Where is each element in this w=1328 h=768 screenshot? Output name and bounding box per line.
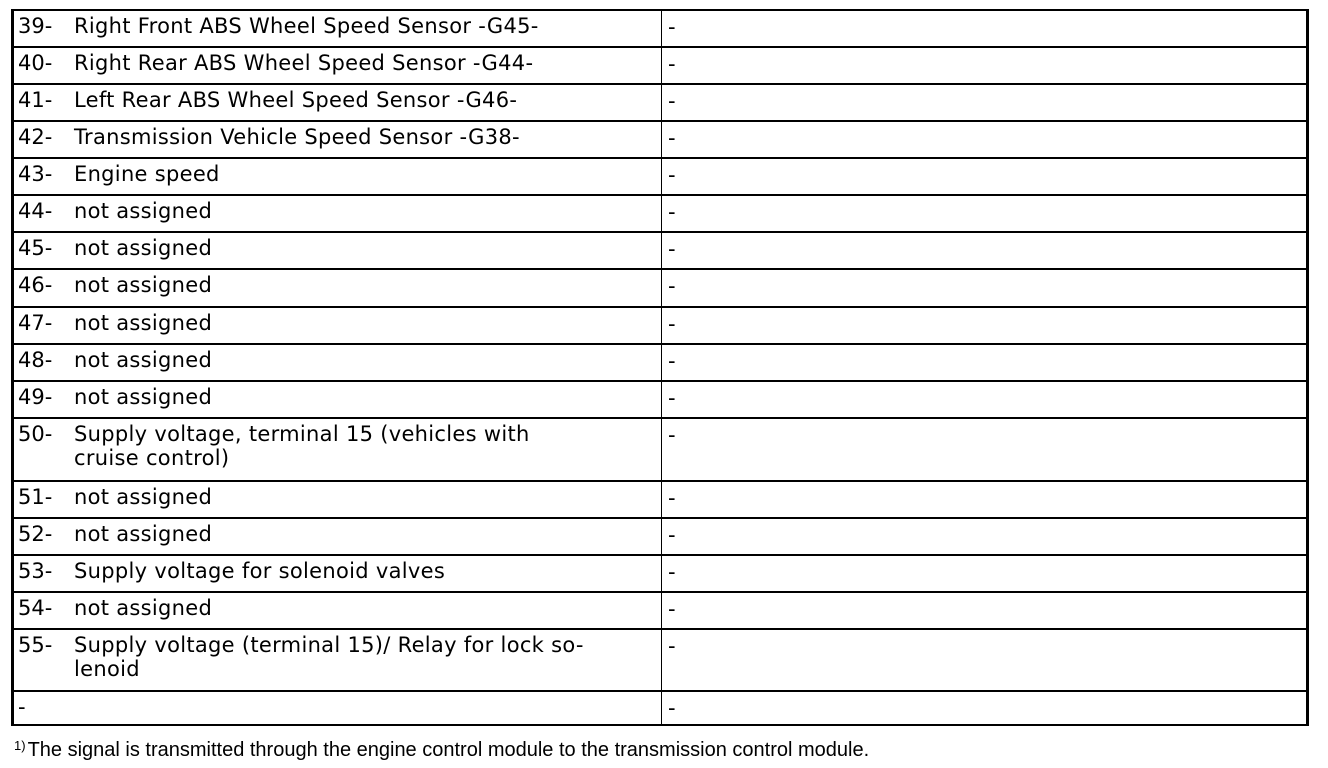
pin-number: 43- [18,162,53,186]
value-cell: - [662,121,1307,158]
value-cell: - [662,195,1307,232]
table-row [14,232,1307,269]
value-cell: - [662,691,1307,726]
pin-description: not assigned [74,311,213,335]
pin-cell [14,518,662,555]
pin-assignment-table [13,11,1307,726]
pin-number: 45- [18,236,53,260]
pin-cell [14,418,662,481]
pin-cell [14,629,662,691]
pin-description: not assigned [74,348,213,372]
pin-cell [14,344,662,381]
pin-cell [14,195,662,232]
pin-number: - [18,695,26,719]
table-row [14,344,1307,381]
table-row [14,47,1307,84]
table-row [14,269,1307,307]
table-row [14,418,1307,481]
pin-cell [14,381,662,418]
table-row [14,195,1307,232]
pin-number: 40- [18,51,53,75]
footnote [14,733,1314,763]
value-cell: - [662,47,1307,84]
table-row [14,629,1307,691]
pin-number: 51- [18,485,53,509]
pin-cell [14,307,662,344]
pin-number: 41- [18,88,53,112]
pin-description: Left Rear ABS Wheel Speed Sensor -G46- [74,88,518,112]
pin-cell [14,47,662,84]
table-row [14,121,1307,158]
pin-description: Supply voltage for solenoid valves [74,559,446,583]
table-row [14,592,1307,629]
table-row [14,555,1307,592]
table-body [14,11,1307,726]
table-row [14,84,1307,121]
pin-number: 49- [18,385,53,409]
pin-number: 48- [18,348,53,372]
pin-description: Supply voltage (terminal 15)/ Relay for lock so- lenoid [74,633,584,681]
table-row [14,381,1307,418]
footnote-marker: 1) [14,738,26,753]
pin-number: 44- [18,199,53,223]
pin-number: 47- [18,311,53,335]
pin-description: Right Front ABS Wheel Speed Sensor -G45- [74,14,539,38]
value-cell: - [662,307,1307,344]
table-row [14,158,1307,195]
pin-cell [14,481,662,518]
value-cell: - [662,11,1307,47]
footnote-text: The signal is transmitted through the engine control module to the transmission control module. [27,739,870,761]
pin-number: 50- [18,422,53,446]
pin-number: 52- [18,522,53,546]
pin-description: not assigned [74,273,213,297]
pin-cell [14,269,662,307]
pin-description: Transmission Vehicle Speed Sensor -G38- [74,125,520,149]
table-row [14,11,1307,47]
pin-cell [14,158,662,195]
value-cell: - [662,481,1307,518]
pin-description: not assigned [74,485,213,509]
table-row [14,481,1307,518]
value-cell: - [662,232,1307,269]
pin-description: Supply voltage, terminal 15 (vehicles with cruise control) [74,422,530,470]
table-row [14,691,1307,726]
table-row [14,307,1307,344]
pin-description: not assigned [74,385,213,409]
pin-number: 55- [18,633,53,657]
value-cell: - [662,555,1307,592]
pin-cell [14,11,662,47]
pin-cell [14,691,662,726]
pin-number: 46- [18,273,53,297]
pin-description: not assigned [74,596,213,620]
pin-description: Engine speed [74,162,220,186]
pin-number: 42- [18,125,53,149]
table-row [14,518,1307,555]
value-cell: - [662,269,1307,307]
pin-cell [14,555,662,592]
pin-description [74,695,657,719]
pin-description: not assigned [74,522,213,546]
value-cell: - [662,629,1307,691]
value-cell: - [662,592,1307,629]
value-cell: - [662,344,1307,381]
pin-number: 54- [18,596,53,620]
pin-cell [14,232,662,269]
value-cell: - [662,158,1307,195]
pin-number: 39- [18,14,53,38]
value-cell: - [662,518,1307,555]
pin-description: not assigned [74,236,213,260]
value-cell: - [662,418,1307,481]
pin-assignment-table-frame [11,9,1309,726]
pin-description: Right Rear ABS Wheel Speed Sensor -G44- [74,51,534,75]
pin-cell [14,592,662,629]
value-cell: - [662,84,1307,121]
pin-number: 53- [18,559,53,583]
pin-cell [14,84,662,121]
value-cell: - [662,381,1307,418]
pin-cell [14,121,662,158]
pin-description: not assigned [74,199,213,223]
